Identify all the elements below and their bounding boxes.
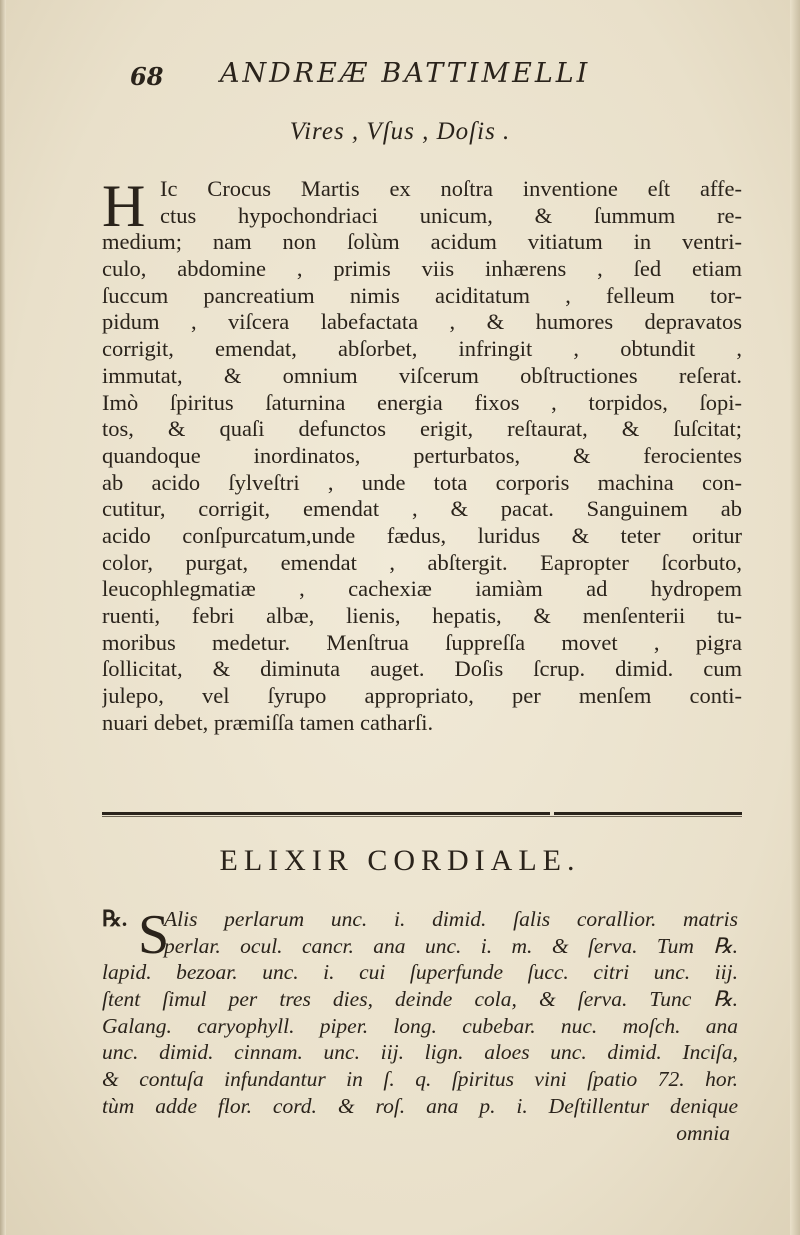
running-head: ANDREÆ BATTIMELLI	[220, 58, 591, 89]
recipe-line: Alis perlarum unc. i. dimid. ſalis corallior. matris	[164, 907, 738, 931]
text-line: corrigit, emendat, abſorbet, infringit , obtundit ,	[102, 336, 742, 362]
text-line: acido conſpurcatum,unde fædus, luridus & teter oritur	[102, 522, 742, 548]
recipe-line: lapid. bezoar. unc. i. cui ſuperfunde ſucc. citri unc. iij.	[102, 960, 738, 985]
drop-cap: S	[138, 904, 170, 966]
section-title: ELIXIR CORDIALE.	[219, 844, 581, 877]
text-line: immutat, & omnium viſcerum obſtructiones reſerat.	[102, 362, 742, 388]
recipe-line: & contuſa infundantur in ſ. q. ſpiritus vini ſpatio 72. hor.	[102, 1067, 738, 1092]
text-line: julepo, vel ſyrupo appropriato, per menſem conti-	[102, 683, 742, 709]
text-line: ab acido ſylveſtri , unde tota corporis machina con-	[102, 469, 742, 495]
text-line: color, purgat, emendat , abſtergit. Eapropter ſcorbuto,	[102, 549, 742, 575]
divider-thick-right	[554, 812, 742, 815]
recipe-line: Galang. caryophyll. piper. long. cubebar. nuc. moſch. ana	[102, 1013, 738, 1038]
text-line: leucophlegmatiæ , cachexiæ iamiàm ad hydropem	[102, 576, 742, 602]
catchword: omnia	[676, 1120, 730, 1145]
text-line: pidum , viſcera labefactata , & humores depravatos	[102, 309, 742, 335]
text-line: quandoque inordinatos, perturbatos, & ferocientes	[102, 442, 742, 468]
main-paragraph	[102, 173, 742, 736]
recipe-line: perlar. ocul. cancr. ana unc. i. m. & ſerva. Tum ℞.	[164, 933, 738, 958]
recipe-paragraph	[102, 906, 738, 1146]
drop-cap: H	[102, 173, 146, 239]
text-line: Ic Crocus Martis ex noſtra inventione eſt affe-	[160, 176, 742, 201]
text-line: ruenti, febri albæ, lienis, hepatis, & menſenterii tu-	[102, 603, 742, 628]
recipe-line: tùm adde flor. cord. & roſ. ana p. i. Deſtillentur denique	[102, 1093, 738, 1118]
text-line: culo, abdomine , primis viis inhærens , ſed etiam	[102, 256, 742, 282]
text-line: tos, & quaſi defunctos erigit, reſtaurat, & ſuſcitat;	[102, 416, 742, 442]
text-line: nuari debet, præmiſſa tamen catharſi.	[102, 709, 434, 735]
recipe-symbol: ℞.	[102, 906, 128, 931]
page-edge-right	[790, 0, 800, 1235]
divider-thick-left	[102, 812, 550, 815]
page-edge-left	[0, 0, 6, 1235]
section-divider	[102, 812, 742, 817]
text-line: Imò ſpiritus ſaturnina energia fixos , torpidos, ſopi-	[102, 389, 742, 415]
text-line: ſuccum pancreatium nimis aciditatum , felleum tor-	[102, 282, 742, 308]
subheading: Vires , Vſus , Doſis .	[289, 118, 511, 145]
text-line: medium; nam non ſolùm acidum vitiatum in ventri-	[102, 229, 742, 255]
page-number: 68	[130, 62, 164, 91]
text-line: moribus medetur. Menſtrua ſuppreſſa movet , pigra	[102, 629, 742, 655]
text-line: cutitur, corrigit, emendat , & pacat. Sanguinem ab	[102, 496, 742, 522]
recipe-line: unc. dimid. cinnam. unc. iij. lign. aloes unc. dimid. Inciſa,	[102, 1040, 738, 1065]
text-line: ctus hypochondriaci unicum, & ſummum re-	[160, 202, 742, 228]
divider-thin	[102, 816, 742, 817]
page-header	[130, 58, 650, 98]
recipe-line: ſtent ſimul per tres dies, deinde cola, & ſerva. Tunc ℞.	[102, 987, 738, 1012]
text-line: ſollicitat, & diminuta auget. Doſis ſcrup. dimid. cum	[102, 656, 742, 682]
